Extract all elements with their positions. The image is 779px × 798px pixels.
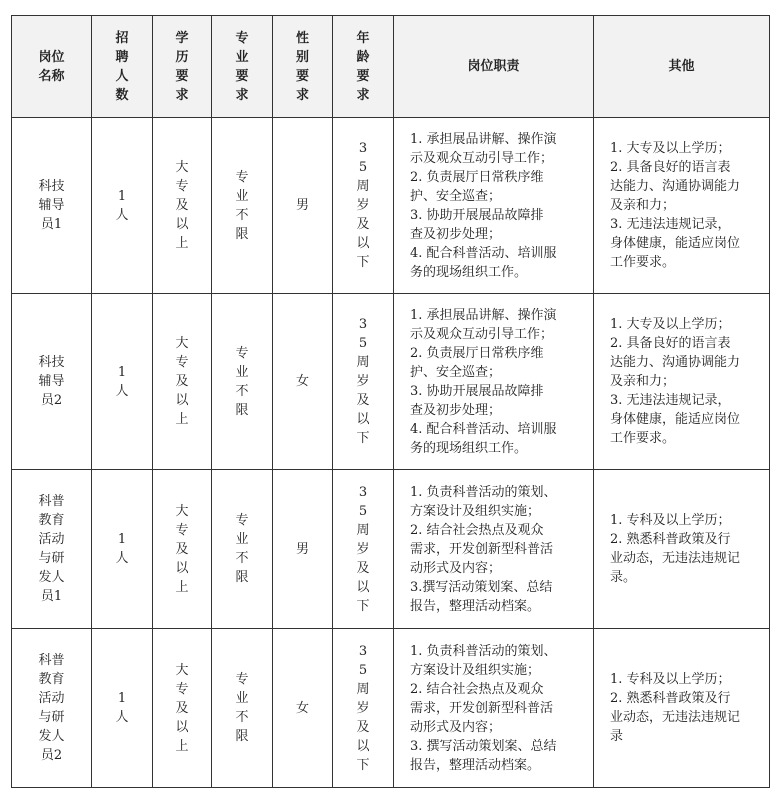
header-age: 年龄要求 (333, 16, 394, 118)
header-major: 专业要求 (212, 16, 273, 118)
cell-gender: 男 (273, 470, 333, 629)
cell-count: 1人 (92, 294, 153, 470)
other-line: 2. 熟悉科普政策及行 (610, 691, 731, 706)
table-row (12, 118, 770, 294)
cell-count: 1人 (92, 629, 153, 788)
cell-gender: 女 (273, 294, 333, 470)
cell-education: 大专及以上 (153, 629, 212, 788)
cell-other (594, 294, 770, 470)
cell-age: 35周岁及以下 (333, 294, 394, 470)
duty-line: 2. 负责展厅日常秩序维 (410, 169, 544, 185)
cell-other (594, 629, 770, 788)
other-line: 1. 专科及以上学历； (610, 513, 731, 528)
header-count: 招聘人数 (92, 16, 153, 118)
duty-line: 1. 负责科普活动的策划、 (410, 484, 557, 500)
duty-line: 4. 配合科普活动、培训服 (410, 245, 557, 261)
duty-line: 需求，开发创新型科普活 (410, 541, 554, 557)
other-line: 工作要求。 (610, 431, 676, 446)
cell-education: 大专及以上 (153, 294, 212, 470)
duty-line: 务的现场组织工作。 (410, 264, 528, 280)
other-line: 2. 具备良好的语言表 (610, 336, 731, 351)
header-education: 学历要求 (153, 16, 212, 118)
table-row (12, 294, 770, 470)
duty-line: 方案设计及组织实施； (410, 503, 541, 519)
other-line: 录 (610, 729, 624, 744)
table-row (12, 629, 770, 788)
duty-line: 1. 承担展品讲解、操作演 (410, 131, 557, 147)
duty-line: 4. 配合科普活动、培训服 (410, 421, 557, 437)
duty-line: 3. 撰写活动策划案、总结 (410, 738, 557, 754)
cell-duties (394, 118, 594, 294)
cell-age: 35周岁及以下 (333, 629, 394, 788)
cell-count: 1人 (92, 118, 153, 294)
duty-line: 方案设计及组织实施； (410, 662, 541, 678)
cell-age: 35周岁及以下 (333, 470, 394, 629)
table-row (12, 470, 770, 629)
duty-line: 2. 结合社会热点及观众 (410, 522, 544, 538)
cell-major: 专业不限 (212, 470, 273, 629)
duty-line: 示及观众互动引导工作； (410, 150, 554, 166)
duty-line: 护、安全巡查； (410, 364, 502, 380)
table-header-row (12, 16, 770, 118)
duty-line: 示及观众互动引导工作； (410, 326, 554, 342)
other-line: 及亲和力； (610, 198, 676, 213)
cell-duties (394, 629, 594, 788)
header-duties: 岗位职责 (394, 16, 594, 118)
other-line: 身体健康，能适应岗位 (610, 412, 741, 427)
other-line: 身体健康，能适应岗位 (610, 236, 741, 251)
duty-line: 需求，开发创新型科普活 (410, 700, 554, 716)
other-line: 3. 无违法违规记录， (610, 217, 731, 232)
cell-duties (394, 294, 594, 470)
cell-gender: 女 (273, 629, 333, 788)
cell-major: 专业不限 (212, 294, 273, 470)
other-line: 工作要求。 (610, 255, 676, 270)
cell-other (594, 118, 770, 294)
duty-line: 1. 负责科普活动的策划、 (410, 643, 557, 659)
duty-line: 报告，整理活动档案。 (410, 757, 541, 773)
other-line: 3. 无违法违规记录， (610, 393, 731, 408)
duty-line: 护、安全巡查； (410, 188, 502, 204)
cell-major: 专业不限 (212, 118, 273, 294)
header-other: 其他 (594, 16, 770, 118)
duty-line: 报告，整理活动档案。 (410, 598, 541, 614)
cell-position: 科普教育活动与研发人员2 (12, 629, 92, 788)
other-line: 及亲和力； (610, 374, 676, 389)
cell-major: 专业不限 (212, 629, 273, 788)
cell-age: 35周岁及以下 (333, 118, 394, 294)
cell-count: 1人 (92, 470, 153, 629)
recruitment-table (11, 15, 770, 788)
other-line: 2. 具备良好的语言表 (610, 160, 731, 175)
other-line: 1. 大专及以上学历； (610, 141, 731, 156)
header-position: 岗位名称 (12, 16, 92, 118)
other-line: 1. 大专及以上学历； (610, 317, 731, 332)
duty-line: 2. 负责展厅日常秩序维 (410, 345, 544, 361)
other-line: 达能力、沟通协调能力 (610, 355, 741, 370)
duty-line: 3. 协助开展展品故障排 (410, 383, 544, 399)
other-line: 2. 熟悉科普政策及行 (610, 532, 731, 547)
cell-gender: 男 (273, 118, 333, 294)
other-line: 业动态，无违法违规记 (610, 551, 741, 566)
duty-line: 务的现场组织工作。 (410, 440, 528, 456)
cell-position: 科技辅导员1 (12, 118, 92, 294)
duty-line: 3.撰写活动策划案、总结 (410, 579, 553, 595)
other-line: 达能力、沟通协调能力 (610, 179, 741, 194)
duty-line: 动形式及内容； (410, 560, 502, 576)
cell-position: 科普教育活动与研发人员1 (12, 470, 92, 629)
duty-line: 1. 承担展品讲解、操作演 (410, 307, 557, 323)
other-line: 录。 (610, 570, 637, 585)
cell-education: 大专及以上 (153, 470, 212, 629)
cell-other (594, 470, 770, 629)
other-line: 业动态，无违法违规记 (610, 710, 741, 725)
duty-line: 动形式及内容； (410, 719, 502, 735)
cell-position: 科技辅导员2 (12, 294, 92, 470)
duty-line: 查及初步处理； (410, 226, 502, 242)
duty-line: 3. 协助开展展品故障排 (410, 207, 544, 223)
cell-education: 大专及以上 (153, 118, 212, 294)
duty-line: 2. 结合社会热点及观众 (410, 681, 544, 697)
header-gender: 性别要求 (273, 16, 333, 118)
duty-line: 查及初步处理； (410, 402, 502, 418)
other-line: 1. 专科及以上学历； (610, 672, 731, 687)
cell-duties (394, 470, 594, 629)
